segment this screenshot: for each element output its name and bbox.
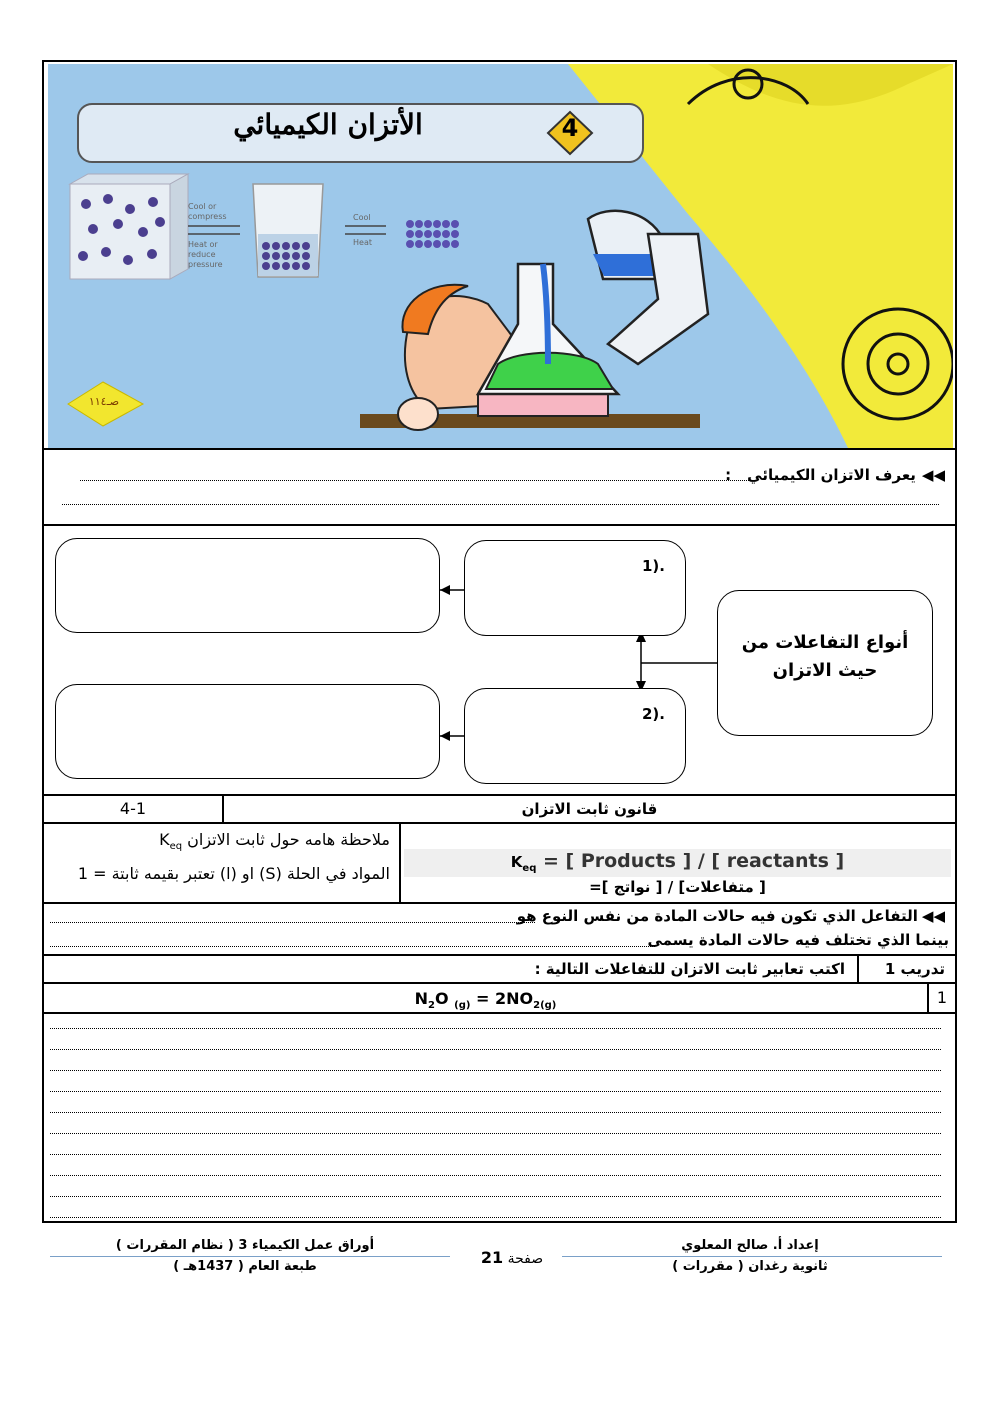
formula-english xyxy=(404,850,951,874)
diagram-label-heat2: Heat xyxy=(353,238,372,247)
footer-rule-right xyxy=(562,1256,942,1257)
answer-line[interactable] xyxy=(50,1205,941,1218)
result-box-1[interactable] xyxy=(55,538,440,633)
law-title-row xyxy=(44,794,955,822)
answer-area xyxy=(44,1012,955,1223)
diagram-label-heat: Heat or reduce pressure xyxy=(188,240,223,269)
chapter-number: 4 xyxy=(561,114,579,142)
law-title: قانون ثابت الاتزان xyxy=(521,800,658,818)
footer xyxy=(50,1236,942,1281)
answer-line[interactable] xyxy=(50,1079,941,1092)
exercise-instruction: اكتب تعابير ثابت الاتزان للتفاعلات التالية : xyxy=(534,960,845,978)
question-2: بينما الذي تختلف فيه حالات المادة يسمى xyxy=(647,931,949,949)
footer-rule-left xyxy=(50,1256,450,1257)
formula-body: = [ Products ] / [ reactants ] xyxy=(543,850,845,872)
question-2-answer-line[interactable] xyxy=(50,934,655,947)
answer-line[interactable] xyxy=(50,1016,941,1029)
definition-label: يعرف الاتزان الكيميائي xyxy=(747,466,916,484)
footer-right-line1: إعداد أ. صالح المعلوي xyxy=(681,1238,819,1253)
answer-line[interactable] xyxy=(50,1184,941,1197)
type-box-1-label: 1). xyxy=(642,557,665,575)
question-1-answer-line[interactable] xyxy=(50,910,535,923)
type-box-1[interactable] xyxy=(464,540,686,636)
law-title-divider xyxy=(222,796,224,822)
formula-row xyxy=(44,822,955,904)
result-box-2[interactable] xyxy=(55,684,440,779)
law-ref: 4-1 xyxy=(119,799,147,818)
definition-colon: : xyxy=(725,466,732,484)
note-cell xyxy=(50,826,390,887)
definition-line xyxy=(725,466,945,484)
chapter-title: الأتزان الكيميائي xyxy=(233,108,423,141)
answer-line[interactable] xyxy=(50,1163,941,1176)
note-title: ملاحظة هامه حول ثابت الاتزان xyxy=(187,830,390,849)
exercise-divider xyxy=(857,956,859,982)
formula-divider xyxy=(399,824,401,904)
answer-line[interactable] xyxy=(50,1058,941,1071)
double-arrow-icon: ◀◀ xyxy=(921,466,945,484)
answer-line[interactable] xyxy=(50,1100,941,1113)
header-banner xyxy=(48,64,953,448)
note-k: $K_{eq}$ xyxy=(159,830,183,853)
equation: $N_2O$ $_{(g)} = 2NO_{2(g)}$ xyxy=(414,989,557,1012)
footer-right-line2: ثانوية رغدان ( مقررات ) xyxy=(672,1259,828,1274)
exercise-label: تدريب 1 xyxy=(884,960,945,978)
page-ref-text: صـ١١٤ xyxy=(88,395,120,408)
diagram-label-cool: Cool xyxy=(353,213,371,222)
exercise-header-row xyxy=(44,954,955,982)
worksheet-frame xyxy=(42,60,957,1223)
equation-row xyxy=(44,982,955,1012)
questions-row xyxy=(44,902,955,956)
footer-page-label: صفحة xyxy=(507,1251,544,1267)
answer-line[interactable] xyxy=(50,1121,941,1134)
type-box-2-label: 2). xyxy=(642,705,665,723)
footer-left-line2: طبعة العام ( 1437هـ ) xyxy=(173,1259,317,1274)
definition-row xyxy=(44,448,955,524)
footer-page-number: 21 xyxy=(480,1248,504,1267)
double-arrow-icon: ◀◀ xyxy=(921,907,945,925)
answer-line[interactable] xyxy=(50,1142,941,1155)
definition-answer-line-2[interactable] xyxy=(62,492,939,505)
note-body: المواد في الحلة (S) او (l) تعتبر بقيمه ثابتة = 1 xyxy=(77,864,390,884)
definition-answer-line-1[interactable] xyxy=(80,468,755,481)
footer-left-line1: أوراق عمل الكيمياء 3 ( نظام المقررات ) xyxy=(115,1238,375,1253)
answer-line[interactable] xyxy=(50,1037,941,1050)
formula-arabic: =[ نواتج ] / [متفاعلات ] xyxy=(589,878,766,896)
note-title-line xyxy=(50,826,390,860)
flowchart-row xyxy=(44,524,955,796)
diagram-label-compress: Cool or compress xyxy=(188,202,227,221)
formula-k: $K_{eq}$ xyxy=(510,853,537,874)
question-1: ◀◀ التفاعل الذي تكون فيه حالات المادة من نفس النوع هو xyxy=(516,907,945,925)
main-category-text: أنواع التفاعلات من حيث الاتزان xyxy=(741,632,909,681)
footer-page xyxy=(462,1248,562,1267)
type-box-2[interactable] xyxy=(464,688,686,784)
main-category-box xyxy=(717,590,933,736)
equation-number: 1 xyxy=(936,988,948,1007)
